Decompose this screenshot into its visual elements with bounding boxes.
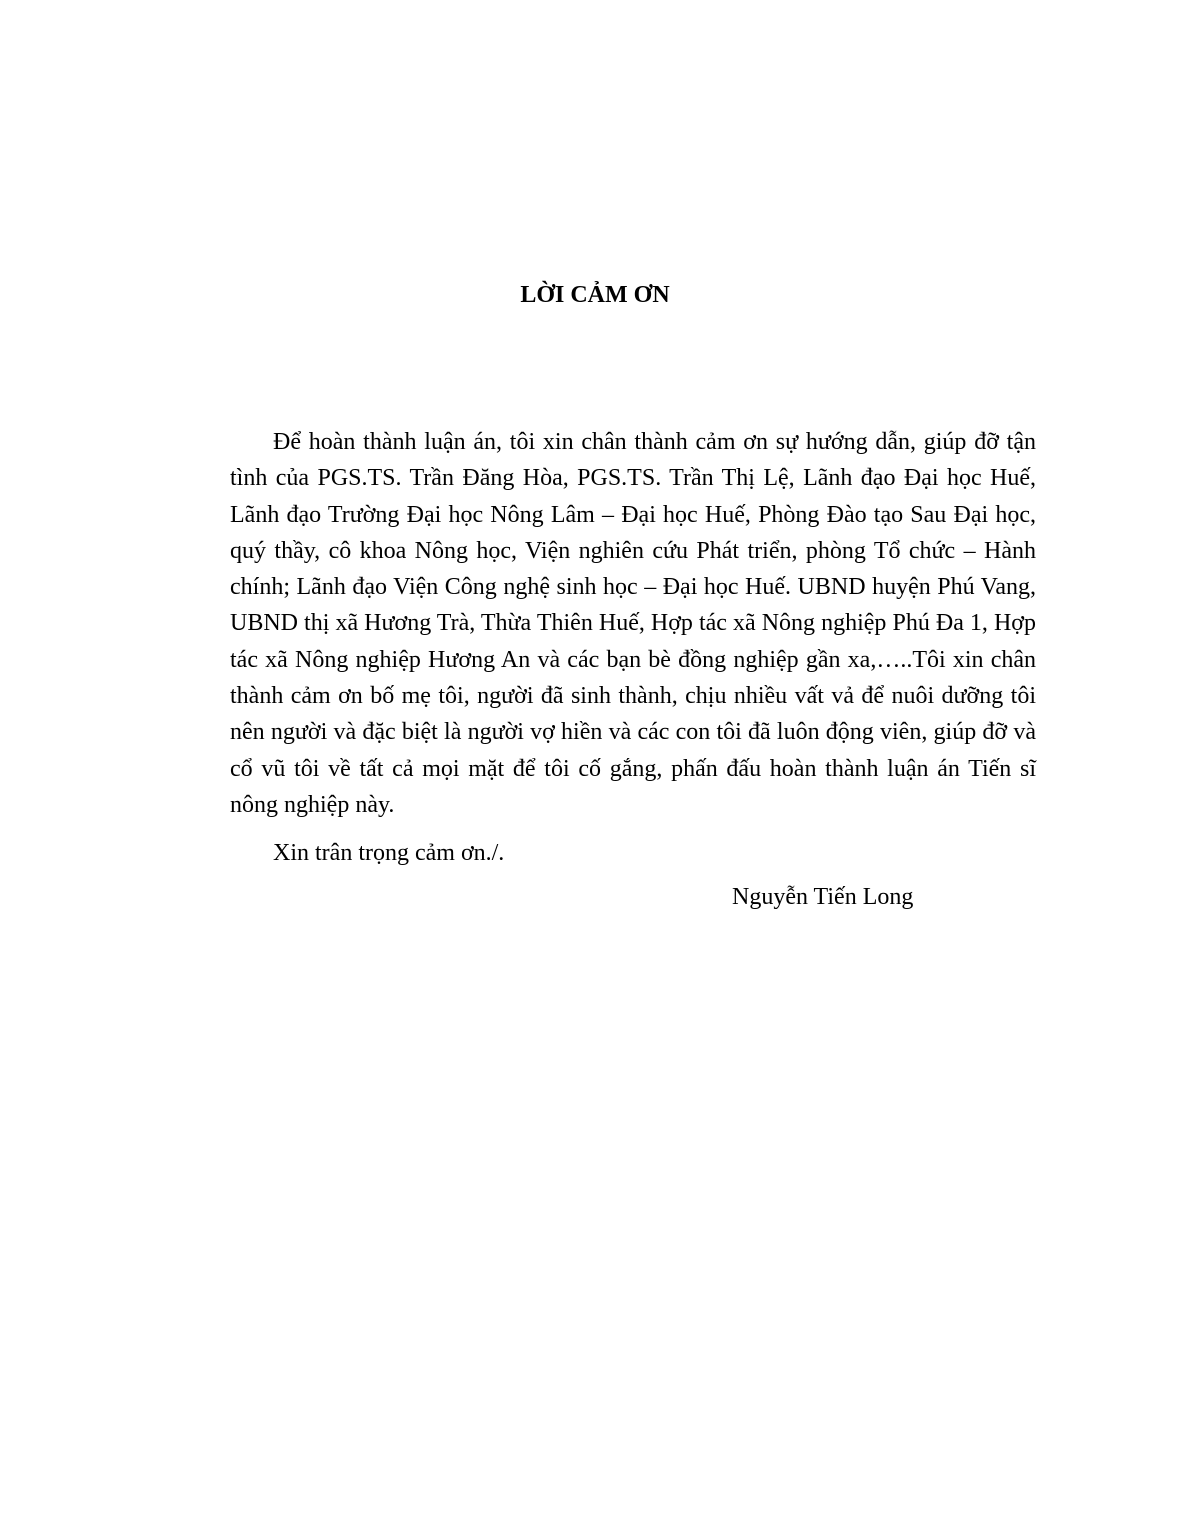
closing-line: Xin trân trọng cảm ơn./.: [273, 840, 505, 866]
page-title: LỜI CẢM ƠN: [520, 282, 670, 308]
author-signature: Nguyễn Tiến Long: [732, 884, 914, 910]
acknowledgement-paragraph: Để hoàn thành luận án, tôi xin chân thành cảm ơn sự hướng dẫn, giúp đỡ tận tình của PGS.TS. Trần Đăng Hòa, PGS.TS. Trần Thị Lệ, Lãnh đạo Đại học Huế, Lãnh đạo Trường Đại học Nông Lâm – Đại học Huế, Phòng Đào tạo Sau Đại học, quý thầy, cô khoa Nông học, Viện nghiên cứu Phát triển, phòng Tổ chức – Hành chính; Lãnh đạo Viện Công nghệ sinh học – Đại học Huế. UBND huyện Phú Vang, UBND thị xã Hương Trà, Thừa Thiên Huế, Hợp tác xã Nông nghiệp Phú Đa 1, Hợp tác xã Nông nghiệp Hương An và các bạn bè đồng nghiệp gần xa,…..Tôi xin chân thành cảm ơn bố mẹ tôi, người đã sinh thành, chịu nhiều vất vả để nuôi dưỡng tôi nên người và đặc biệt là người vợ hiền và các con tôi đã luôn động viên, giúp đỡ và cổ vũ tôi về tất cả mọi mặt để tôi cố gắng, phấn đấu hoàn thành luận án Tiến sĩ nông nghiệp này.: [230, 429, 1036, 818]
